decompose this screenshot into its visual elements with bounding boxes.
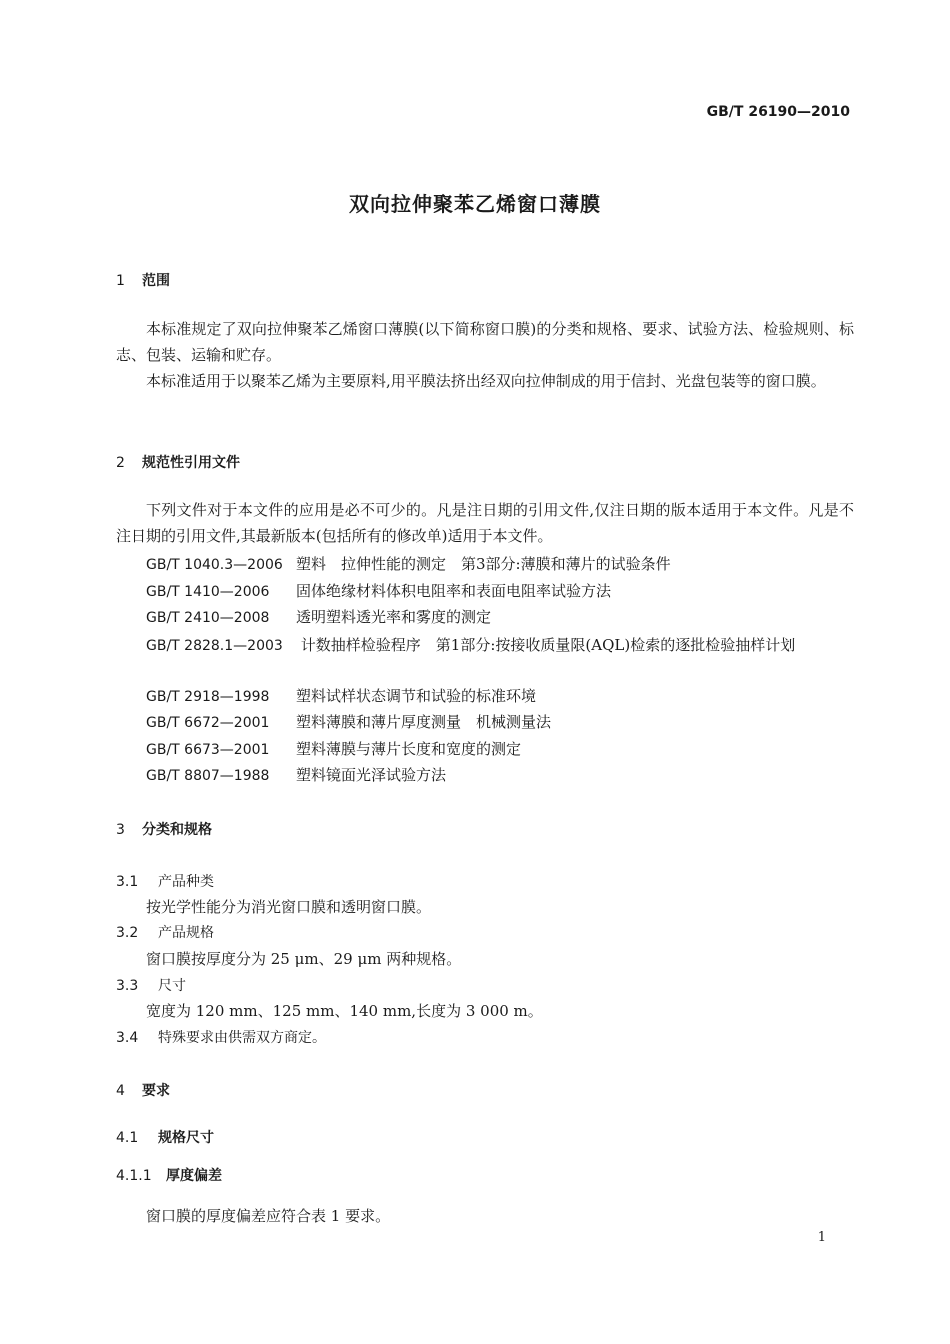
subsection-3-1-text: 按光学性能分为消光窗口膜和透明窗口膜。 bbox=[146, 898, 432, 916]
reference-item bbox=[146, 606, 491, 627]
section-title: 分类和规格 bbox=[142, 822, 212, 838]
section-number: 3 bbox=[116, 822, 125, 838]
reference-title: 固体绝缘材料体积电阻率和表面电阻率试验方法 bbox=[296, 582, 612, 600]
subsection-number: 3.3 bbox=[116, 978, 139, 994]
section-title: 范围 bbox=[142, 273, 170, 289]
section-2-heading bbox=[116, 452, 240, 472]
reference-title: 塑料薄膜与薄片长度和宽度的测定 bbox=[296, 740, 522, 758]
subsection-4-1-heading bbox=[116, 1127, 214, 1147]
reference-title: 塑料试样状态调节和试验的标准环境 bbox=[296, 687, 537, 705]
section-number: 2 bbox=[116, 455, 125, 471]
reference-item bbox=[146, 738, 521, 759]
subsection-number: 3.1 bbox=[116, 874, 139, 890]
reference-title: 透明塑料透光率和雾度的测定 bbox=[296, 608, 492, 626]
subsection-3-2-heading bbox=[116, 922, 214, 942]
reference-title: 塑料 拉伸性能的测定 第3部分:薄膜和薄片的试验条件 bbox=[296, 555, 671, 573]
subsection-title: 规格尺寸 bbox=[158, 1130, 214, 1146]
section-number: 4 bbox=[116, 1083, 125, 1099]
subsection-3-2-text: 窗口膜按厚度分为 25 μm、29 μm 两种规格。 bbox=[146, 950, 462, 968]
section-title: 要求 bbox=[142, 1083, 170, 1099]
reference-code: GB/T 8807—1988 bbox=[146, 768, 270, 784]
subsection-3-4-heading bbox=[116, 1027, 326, 1047]
reference-code: GB/T 1410—2006 bbox=[146, 584, 270, 600]
reference-item bbox=[116, 632, 854, 659]
section-1-heading bbox=[116, 270, 170, 290]
subsection-3-1-heading bbox=[116, 871, 214, 891]
subsection-3-3-text: 宽度为 120 mm、125 mm、140 mm,长度为 3 000 m。 bbox=[146, 1002, 543, 1020]
section-3-heading bbox=[116, 819, 212, 839]
reference-code: GB/T 6673—2001 bbox=[146, 742, 270, 758]
subsection-4-1-1-heading bbox=[116, 1165, 222, 1185]
section-1-paragraph-1: 本标准规定了双向拉伸聚苯乙烯窗口薄膜(以下简称窗口膜)的分类和规格、要求、试验方法、检验规则、标志、包装、运输和贮存。 bbox=[116, 320, 854, 364]
subsection-title: 产品种类 bbox=[158, 874, 214, 890]
page-number: 1 bbox=[817, 1230, 826, 1245]
standard-code: GB/T 26190—2010 bbox=[706, 104, 850, 120]
section-number: 1 bbox=[116, 273, 125, 289]
section-title: 规范性引用文件 bbox=[142, 455, 240, 471]
subsection-title: 尺寸 bbox=[158, 978, 186, 994]
reference-item bbox=[146, 711, 551, 732]
subsection-3-3-heading bbox=[116, 975, 186, 995]
section-2-intro: 下列文件对于本文件的应用是必不可少的。凡是注日期的引用文件,仅注日期的版本适用于本文件。凡是不注日期的引用文件,其最新版本(包括所有的修改单)适用于本文件。 bbox=[116, 501, 854, 545]
reference-code: GB/T 2828.1—2003 bbox=[146, 638, 283, 654]
section-1-paragraph-2: 本标准适用于以聚苯乙烯为主要原料,用平膜法挤出经双向拉伸制成的用于信封、光盘包装等的窗口膜。 bbox=[146, 372, 826, 390]
subsection-number: 3.2 bbox=[116, 925, 139, 941]
reference-item bbox=[146, 553, 671, 574]
reference-item bbox=[146, 685, 536, 706]
subsection-title: 厚度偏差 bbox=[166, 1168, 222, 1184]
reference-title: 计数抽样检验程序 第1部分:按接收质量限(AQL)检索的逐批检验抽样计划 bbox=[300, 636, 796, 654]
subsection-number: 3.4 bbox=[116, 1030, 139, 1046]
document-title: 双向拉伸聚苯乙烯窗口薄膜 bbox=[349, 192, 601, 216]
subsection-4-1-1-text: 窗口膜的厚度偏差应符合表 1 要求。 bbox=[146, 1207, 391, 1225]
subsection-number: 4.1.1 bbox=[116, 1168, 152, 1184]
reference-item bbox=[146, 580, 611, 601]
subsection-number: 4.1 bbox=[116, 1130, 139, 1146]
reference-item bbox=[146, 764, 446, 785]
subsection-title: 特殊要求由供需双方商定。 bbox=[158, 1030, 326, 1046]
reference-code: GB/T 6672—2001 bbox=[146, 715, 270, 731]
reference-code: GB/T 2918—1998 bbox=[146, 689, 270, 705]
section-4-heading bbox=[116, 1080, 170, 1100]
reference-code: GB/T 2410—2008 bbox=[146, 610, 270, 626]
subsection-title: 产品规格 bbox=[158, 925, 214, 941]
reference-code: GB/T 1040.3—2006 bbox=[146, 557, 283, 573]
reference-title: 塑料镜面光泽试验方法 bbox=[296, 766, 447, 784]
reference-title: 塑料薄膜和薄片厚度测量 机械测量法 bbox=[296, 713, 552, 731]
